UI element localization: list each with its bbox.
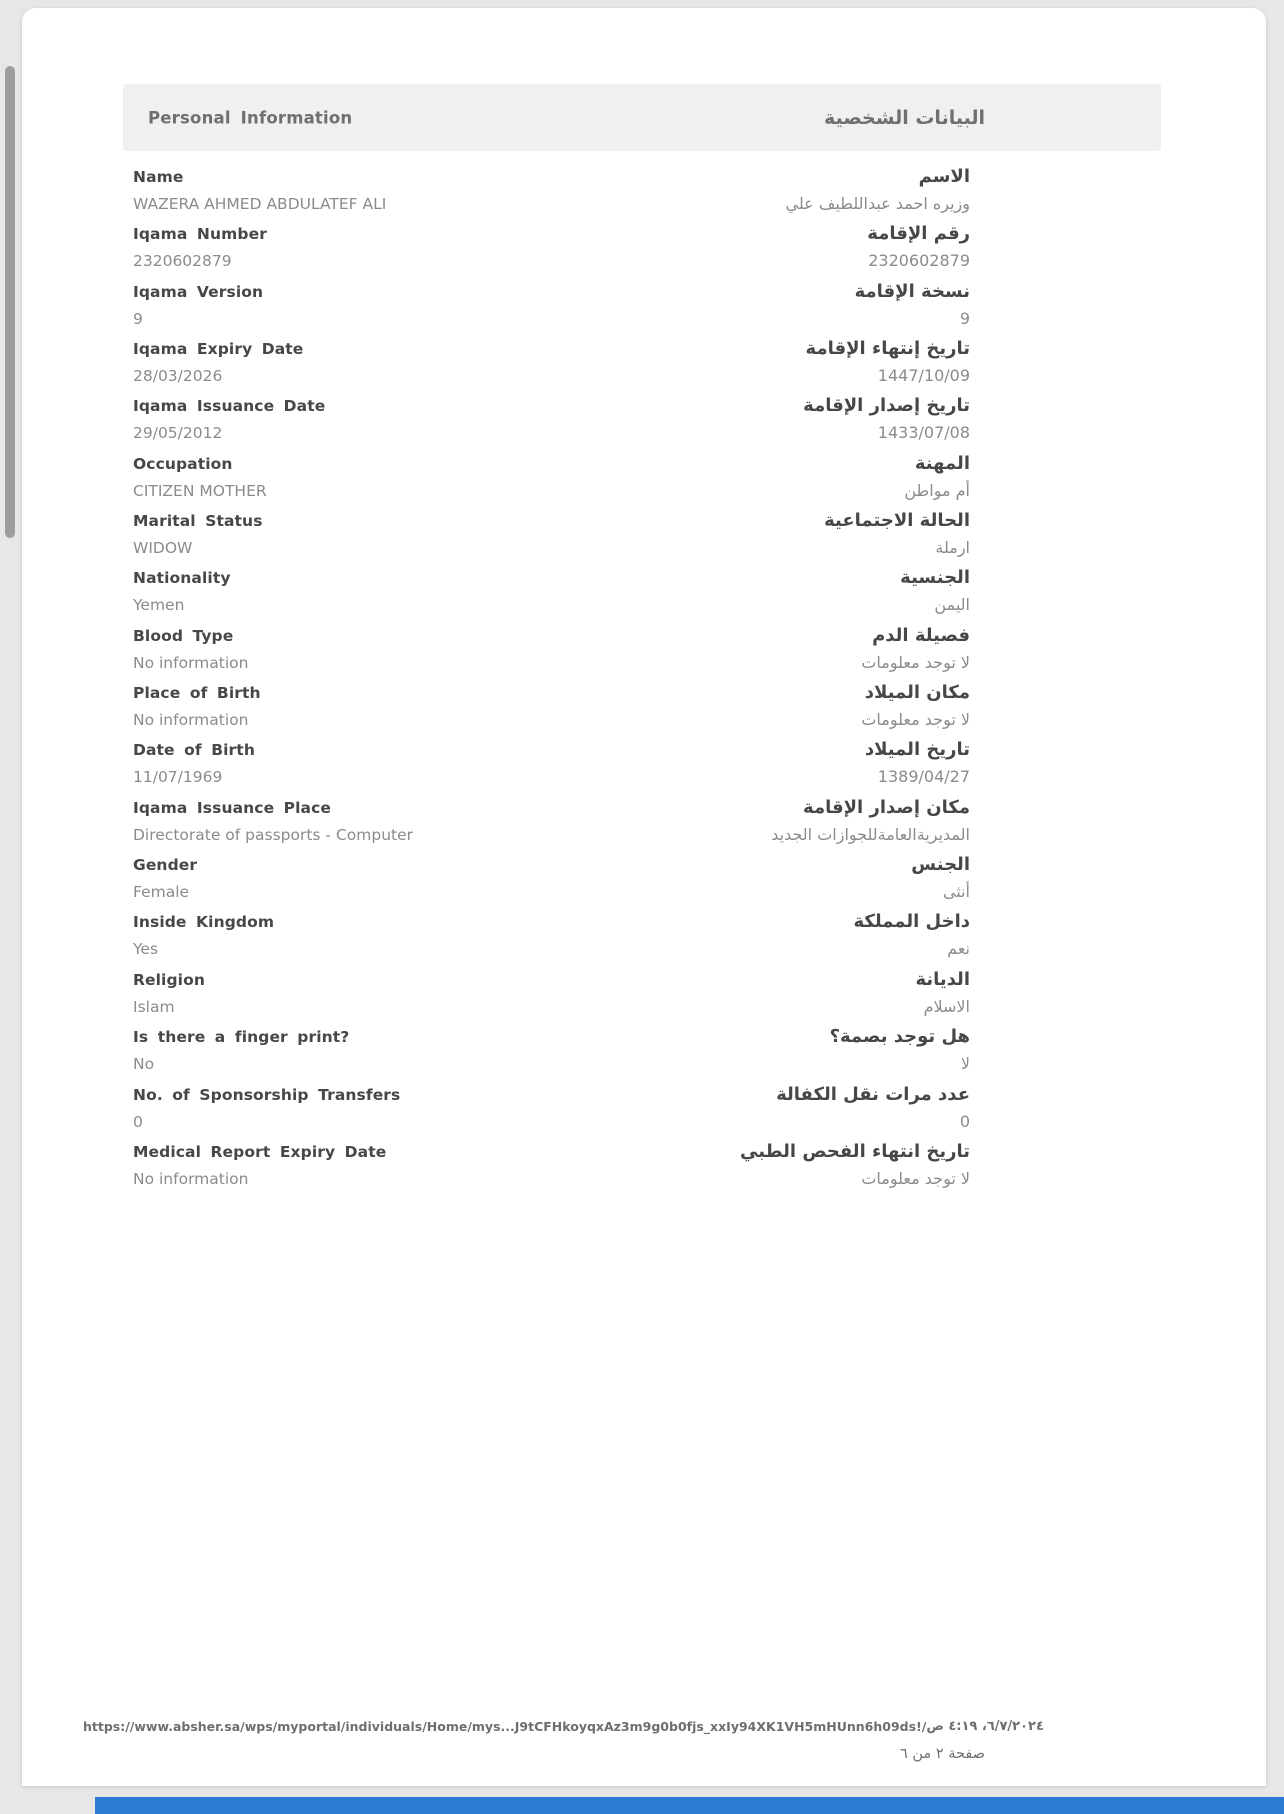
field-label-ar: نسخة الإقامة	[854, 280, 970, 302]
field-value-line	[133, 710, 970, 729]
field-value-en: Yemen	[133, 596, 185, 615]
field-label-ar: داخل المملكة	[853, 911, 970, 933]
field-value-line	[133, 309, 970, 328]
field-row	[133, 682, 970, 739]
field-label-line	[133, 682, 970, 710]
field-value-ar: لا	[960, 1054, 970, 1074]
field-row	[133, 1026, 970, 1083]
field-label-en: Iqama Number	[133, 225, 267, 244]
field-value-en: No information	[133, 711, 249, 730]
field-value-line	[133, 595, 970, 614]
field-value-en: WAZERA AHMED ABDULATEF ALI	[133, 195, 387, 213]
field-label-en: Name	[133, 168, 184, 186]
field-label-en: Iqama Expiry Date	[133, 340, 304, 359]
field-value-line	[133, 653, 970, 672]
field-label-ar: عدد مرات نقل الكفالة	[776, 1083, 970, 1105]
field-value-en: 28/03/2026	[133, 367, 223, 386]
field-label-line	[133, 911, 970, 939]
field-value-ar: لا توجد معلومات	[861, 652, 970, 672]
field-label-ar: الجنس	[911, 854, 970, 876]
field-value-line	[133, 1112, 970, 1131]
field-value-line	[133, 939, 970, 958]
field-value-ar: 1433/07/08	[877, 423, 970, 443]
field-label-ar: مكان إصدار الإقامة	[803, 796, 970, 818]
source-url[interactable]: https://www.absher.sa/wps/myportal/individuals/Home/mys...J9tCFHkoyqxAz3m9g0b0fjs_xxIy94XK1VH5mHUnn6h09ds!/	[83, 1719, 927, 1734]
field-label-en: Iqama Issuance Date	[133, 397, 326, 416]
field-label-en: Iqama Version	[133, 282, 264, 301]
field-value-ar: لا توجد معلومات	[861, 710, 970, 730]
field-value-line	[133, 1169, 970, 1188]
field-value-en: 29/05/2012	[133, 424, 223, 443]
field-label-line	[133, 395, 970, 423]
field-label-line	[133, 453, 970, 481]
field-value-en: WIDOW	[133, 539, 193, 558]
print-datetime: ٦/٧/٢٠٢٤، ٤:١٩ ص	[926, 1719, 1044, 1734]
field-label-line	[133, 166, 970, 194]
field-label-line	[133, 854, 970, 882]
section-header	[123, 84, 1161, 151]
field-value-ar: وزيره احمد عبداللطيف علي	[785, 194, 970, 213]
field-value-line	[133, 882, 970, 901]
field-value-line	[133, 366, 970, 385]
field-value-line	[133, 538, 970, 557]
field-value-en: No information	[133, 1169, 249, 1188]
field-row	[133, 1084, 970, 1141]
field-label-line	[133, 567, 970, 595]
vertical-scrollbar-thumb[interactable]	[5, 66, 15, 538]
print-footer-line1	[83, 1716, 1044, 1738]
field-label-en: Inside Kingdom	[133, 913, 275, 932]
field-value-ar: ارملة	[935, 538, 970, 558]
field-label-line	[133, 625, 970, 653]
field-value-ar: أم مواطن	[904, 480, 970, 500]
field-value-en: No information	[133, 653, 249, 672]
field-row	[133, 395, 970, 452]
field-label-line	[133, 510, 970, 538]
field-row	[133, 969, 970, 1026]
field-value-ar: اليمن	[934, 595, 970, 615]
field-value-line	[133, 1054, 970, 1073]
field-value-ar: 2320602879	[868, 251, 970, 271]
field-label-en: Iqama Issuance Place	[133, 798, 332, 817]
field-row	[133, 739, 970, 796]
field-row	[133, 854, 970, 911]
field-value-en: 0	[133, 1112, 143, 1131]
field-value-line	[133, 194, 970, 213]
field-value-en: 11/07/1969	[133, 768, 223, 787]
field-label-ar: تاريخ انتهاء الفحص الطبي	[740, 1140, 970, 1162]
field-value-en: Yes	[133, 940, 159, 959]
field-label-line	[133, 281, 970, 309]
field-value-ar: 1447/10/09	[877, 366, 970, 386]
field-label-en: Marital Status	[133, 512, 263, 531]
field-label-ar: تاريخ الميلاد	[864, 739, 970, 761]
field-value-ar: الاسلام	[923, 996, 970, 1016]
field-value-en: Islam	[133, 997, 175, 1016]
field-label-ar: هل توجد بصمة؟	[829, 1026, 970, 1048]
print-footer	[83, 1716, 1044, 1762]
field-label-line	[133, 1026, 970, 1054]
field-value-en: No	[133, 1055, 155, 1074]
field-label-line	[133, 1141, 970, 1169]
field-row	[133, 510, 970, 567]
field-value-line	[133, 997, 970, 1016]
field-label-line	[133, 797, 970, 825]
page-number-indicator: صفحة ٢ من ٦	[899, 1746, 985, 1762]
field-value-ar: أنثى	[942, 882, 970, 902]
field-label-ar: مكان الميلاد	[864, 682, 970, 704]
field-label-en: Place of Birth	[133, 684, 261, 703]
field-label-en: Is there a finger print?	[133, 1028, 350, 1047]
field-value-line	[133, 825, 970, 844]
field-label-en: Religion	[133, 970, 205, 989]
field-label-ar: المهنة	[914, 452, 970, 474]
field-row	[133, 166, 970, 223]
field-row	[133, 1141, 970, 1198]
field-value-en: Female	[133, 883, 190, 902]
field-label-en: Gender	[133, 856, 198, 875]
bottom-toolbar-bar[interactable]	[95, 1797, 1284, 1814]
field-value-ar: لا توجد معلومات	[861, 1168, 970, 1188]
field-value-ar: المديريةالعامةللجوازات الجديد	[771, 824, 970, 844]
field-row	[133, 797, 970, 854]
field-row	[133, 453, 970, 510]
field-value-en: 9	[133, 309, 143, 328]
field-value-line	[133, 423, 970, 442]
field-value-ar: 1389/04/27	[877, 767, 970, 787]
field-label-ar: رقم الإقامة	[867, 223, 970, 245]
field-label-ar: تاريخ إصدار الإقامة	[803, 395, 970, 417]
field-label-ar: الحالة الاجتماعية	[824, 510, 970, 532]
field-value-ar: 9	[959, 308, 970, 328]
field-label-en: No. of Sponsorship Transfers	[133, 1085, 401, 1104]
field-row	[133, 567, 970, 624]
field-value-line	[133, 481, 970, 500]
field-label-en: Medical Report Expiry Date	[133, 1142, 387, 1161]
field-label-en: Nationality	[133, 569, 231, 588]
field-row	[133, 281, 970, 338]
section-title-en: Personal Information	[148, 108, 353, 127]
field-value-line	[133, 767, 970, 786]
field-label-ar: تاريخ إنتهاء الإقامة	[805, 338, 970, 360]
field-row	[133, 223, 970, 280]
field-label-ar: فصيلة الدم	[872, 624, 970, 646]
field-value-en: Directorate of passports - Computer	[133, 825, 414, 844]
field-value-en: 2320602879	[133, 252, 232, 271]
field-label-en: Date of Birth	[133, 741, 255, 760]
field-value-ar: 0	[959, 1111, 970, 1131]
pdf-document-page	[22, 8, 1266, 1786]
section-title-ar: البيانات الشخصية	[824, 106, 985, 129]
personal-information-field-list	[133, 166, 970, 1198]
field-label-line	[133, 1084, 970, 1112]
field-row	[133, 911, 970, 968]
field-value-ar: نعم	[947, 939, 970, 959]
field-label-en: Occupation	[133, 454, 233, 473]
field-label-en: Blood Type	[133, 626, 234, 645]
field-value-line	[133, 251, 970, 270]
field-row	[133, 625, 970, 682]
field-row	[133, 338, 970, 395]
field-value-en: CITIZEN MOTHER	[133, 481, 267, 500]
field-label-line	[133, 223, 970, 251]
field-label-ar: الاسم	[918, 166, 970, 187]
field-label-line	[133, 969, 970, 997]
field-label-line	[133, 739, 970, 767]
field-label-line	[133, 338, 970, 366]
field-label-ar: الديانة	[915, 968, 970, 990]
field-label-ar: الجنسية	[900, 567, 970, 589]
